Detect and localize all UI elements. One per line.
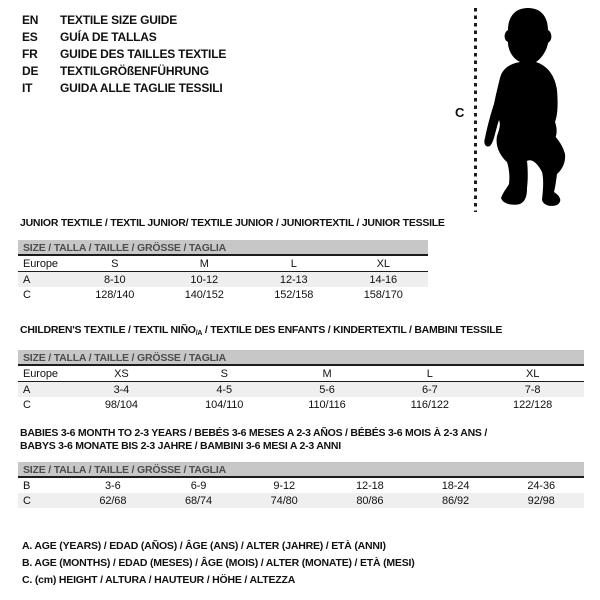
language-row-de bbox=[22, 63, 226, 80]
table-row-height bbox=[18, 397, 584, 412]
note-age-years: A. AGE (YEARS) / EDAD (AÑOS) / ÂGE (ANS) / ALTER (JAHRE) / ETÀ (ANNI) bbox=[22, 540, 386, 552]
table-cell: XL bbox=[525, 367, 540, 380]
table-row-europe bbox=[18, 256, 428, 272]
language-code: IT bbox=[22, 81, 33, 95]
baby-silhouette-icon bbox=[483, 6, 575, 214]
table-cell: S bbox=[220, 367, 228, 380]
table-cell: 110/116 bbox=[308, 398, 346, 411]
note-height-cm: C. (cm) HEIGHT / ALTURA / HAUTEUR / HÖHE / ALTEZZA bbox=[22, 574, 296, 586]
table-cell: 7-8 bbox=[524, 383, 541, 396]
section-title-text: / TEXTILE DES ENFANTS / KINDERTEXTIL / BAMBINI TESSILE bbox=[202, 324, 503, 336]
language-label: GUIDE DES TAILLES TEXTILE bbox=[60, 47, 227, 61]
section-junior-textile bbox=[18, 217, 445, 302]
section-title bbox=[20, 427, 584, 453]
table-cell: 158/170 bbox=[363, 288, 403, 301]
size-header-bar: SIZE / TALLA / TAILLE / GRÖSSE / TAGLIA bbox=[18, 240, 428, 256]
table-cell: 9-12 bbox=[273, 479, 295, 492]
row-label: C bbox=[23, 494, 31, 507]
section-babies-textile bbox=[18, 427, 584, 508]
table-cell: 3-6 bbox=[105, 479, 121, 492]
table-cell: L bbox=[426, 367, 433, 380]
table-cell: 116/122 bbox=[410, 398, 449, 411]
language-label: TEXTILGRÖßENFÜHRUNG bbox=[60, 64, 209, 78]
table-cell: 92/98 bbox=[527, 494, 555, 507]
table-cell: 140/152 bbox=[184, 288, 224, 301]
table-row-height bbox=[18, 493, 584, 508]
language-code: FR bbox=[22, 47, 38, 61]
table-cell: S bbox=[111, 257, 119, 270]
section-title: JUNIOR TEXTILE / TEXTIL JUNIOR/ TEXTILE JUNIOR / JUNIORTEXTIL / JUNIOR TESSILE bbox=[20, 217, 445, 229]
table-cell: 122/128 bbox=[513, 398, 553, 411]
language-label: GUIDA ALLE TAGLIE TESSILI bbox=[60, 81, 223, 95]
table-cell: 3-4 bbox=[113, 383, 130, 396]
legend-notes bbox=[22, 538, 415, 589]
table-row-age-months bbox=[18, 478, 584, 493]
table-row-europe bbox=[18, 366, 584, 382]
language-row-fr bbox=[22, 46, 226, 63]
table-cell: 104/110 bbox=[205, 398, 244, 411]
size-header-bar: SIZE / TALLA / TAILLE / GRÖSSE / TAGLIA bbox=[18, 462, 584, 478]
table-cell: 5-6 bbox=[319, 383, 335, 396]
table-row-age bbox=[18, 382, 584, 397]
language-label: GUÍA DE TALLAS bbox=[60, 30, 157, 44]
table-cell: 128/140 bbox=[95, 288, 135, 301]
row-label: Europe bbox=[23, 367, 58, 380]
table-cell: 12-13 bbox=[279, 273, 308, 286]
height-measure-dotted-line bbox=[474, 8, 477, 212]
language-row-en bbox=[22, 12, 226, 29]
table-cell: 4-5 bbox=[216, 383, 232, 396]
language-code: DE bbox=[22, 64, 39, 78]
row-label: C bbox=[23, 398, 31, 411]
table-cell: 8-10 bbox=[103, 273, 126, 286]
table-cell: XL bbox=[376, 257, 390, 270]
row-label: Europe bbox=[23, 257, 58, 270]
language-code: ES bbox=[22, 30, 38, 44]
table-cell: 10-12 bbox=[190, 273, 219, 286]
row-label: A bbox=[23, 273, 31, 286]
table-row-age bbox=[18, 272, 428, 287]
size-header-bar: SIZE / TALLA / TAILLE / GRÖSSE / TAGLIA bbox=[18, 350, 584, 366]
section-title-text: CHILDREN'S TEXTILE / TEXTIL NIÑO bbox=[20, 324, 196, 336]
section-title-subscript: /A bbox=[195, 330, 203, 337]
table-cell: 6-9 bbox=[190, 479, 207, 492]
table-cell: M bbox=[199, 257, 209, 270]
table-cell: 62/68 bbox=[99, 494, 127, 507]
row-label: B bbox=[23, 479, 31, 492]
table-cell: 6-7 bbox=[421, 383, 438, 396]
section-title-line2: BABYS 3-6 MONATE BIS 2-3 JAHRE / BAMBINI 3-6 MESI A 2-3 ANNI bbox=[20, 440, 341, 452]
table-cell: 98/104 bbox=[104, 398, 138, 411]
language-code: EN bbox=[22, 13, 39, 27]
children-size-table bbox=[18, 350, 584, 412]
table-cell: 24-36 bbox=[527, 479, 556, 492]
table-cell: 86/92 bbox=[442, 494, 470, 507]
table-cell: M bbox=[322, 367, 332, 380]
section-title-line1: BABIES 3-6 MONTH TO 2-3 YEARS / BEBÉS 3-6 MESES A 2-3 AÑOS / BÉBÉS 3-6 MOIS À 2-3 ANS / bbox=[20, 427, 488, 439]
language-row-it bbox=[22, 80, 226, 97]
language-label: TEXTILE SIZE GUIDE bbox=[60, 13, 178, 27]
language-row-es bbox=[22, 29, 226, 46]
table-cell: L bbox=[290, 257, 297, 270]
table-cell: 152/158 bbox=[274, 288, 314, 301]
row-label: C bbox=[23, 288, 31, 301]
table-cell: 12-18 bbox=[356, 479, 384, 492]
table-cell: 80/86 bbox=[356, 494, 384, 507]
table-cell: 74/80 bbox=[270, 494, 298, 507]
junior-size-table bbox=[18, 240, 428, 302]
note-age-months: B. AGE (MONTHS) / EDAD (MESES) / ÂGE (MOIS) / ALTER (MONATE) / ETÀ (MESI) bbox=[22, 557, 415, 569]
height-measure-label: C bbox=[455, 105, 465, 120]
table-cell: 14-16 bbox=[369, 273, 398, 286]
table-row-height bbox=[18, 287, 428, 302]
table-cell: 18-24 bbox=[441, 479, 470, 492]
section-childrens-textile bbox=[18, 324, 584, 412]
language-list bbox=[22, 12, 226, 97]
table-cell: XS bbox=[114, 367, 129, 380]
section-title bbox=[20, 324, 584, 340]
babies-size-table bbox=[18, 462, 584, 508]
row-label: A bbox=[23, 383, 31, 396]
table-cell: 68/74 bbox=[184, 494, 213, 507]
